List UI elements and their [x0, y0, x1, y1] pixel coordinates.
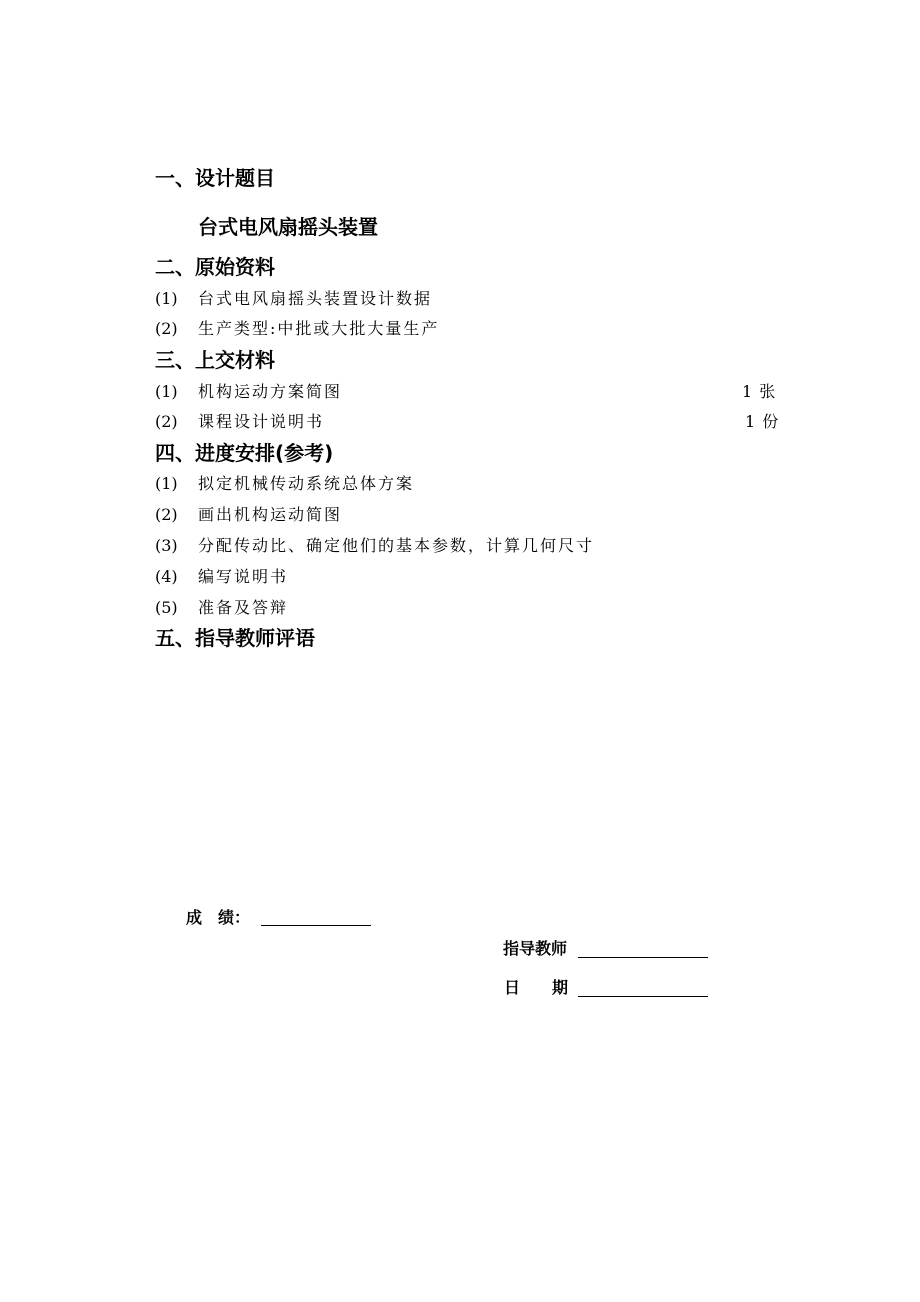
- item-text: 准备及答辩: [198, 598, 289, 617]
- item-number: (3): [155, 536, 178, 555]
- item-text: 分配传动比、确定他们的基本参数，计算几何尺寸: [198, 536, 595, 555]
- item-number: (2): [155, 505, 178, 524]
- section-heading-design-topic: 一、设计题目: [155, 166, 275, 190]
- grade-blank-line: [261, 925, 371, 926]
- teacher-blank-line: [578, 957, 708, 958]
- section-heading-teacher-comments: 五、指导教师评语: [155, 626, 315, 650]
- list-item: [155, 505, 342, 525]
- item-number: (1): [155, 289, 178, 308]
- item-number: (5): [155, 598, 178, 617]
- item-text: 画出机构运动简图: [198, 505, 343, 524]
- list-item: [155, 474, 414, 494]
- item-text: 课程设计说明书: [198, 412, 325, 431]
- item-number: (2): [155, 412, 178, 431]
- section-heading-schedule: 四、进度安排(参考): [155, 441, 334, 465]
- list-item: [155, 382, 342, 402]
- design-topic-title: 台式电风扇摇头装置: [198, 215, 378, 239]
- item-number: (1): [155, 382, 178, 401]
- list-item: [155, 536, 594, 556]
- list-item: [155, 598, 288, 618]
- item-text: 编写说明书: [198, 567, 289, 586]
- section-heading-original-data: 二、原始资料: [155, 255, 275, 279]
- date-label: 日 期: [504, 978, 569, 997]
- item-text: 拟定机械传动系统总体方案: [198, 474, 415, 493]
- section-heading-submission: 三、上交材料: [155, 348, 275, 372]
- item-number: (4): [155, 567, 178, 586]
- item-text: 机构运动方案简图: [198, 382, 343, 401]
- grade-label: 成 绩：: [186, 908, 251, 927]
- item-quantity: 1 份: [745, 412, 780, 431]
- item-text: 台式电风扇摇头装置设计数据: [198, 289, 433, 308]
- teacher-label: 指导教师: [503, 939, 568, 958]
- item-text: 生产类型:中批或大批大量生产: [198, 319, 440, 338]
- list-item: [155, 319, 439, 339]
- item-number: (1): [155, 474, 178, 493]
- list-item: [155, 412, 324, 432]
- item-number: (2): [155, 319, 178, 338]
- date-blank-line: [578, 996, 708, 997]
- item-quantity: 1 张: [742, 382, 777, 401]
- list-item: [155, 289, 432, 309]
- list-item: [155, 567, 288, 587]
